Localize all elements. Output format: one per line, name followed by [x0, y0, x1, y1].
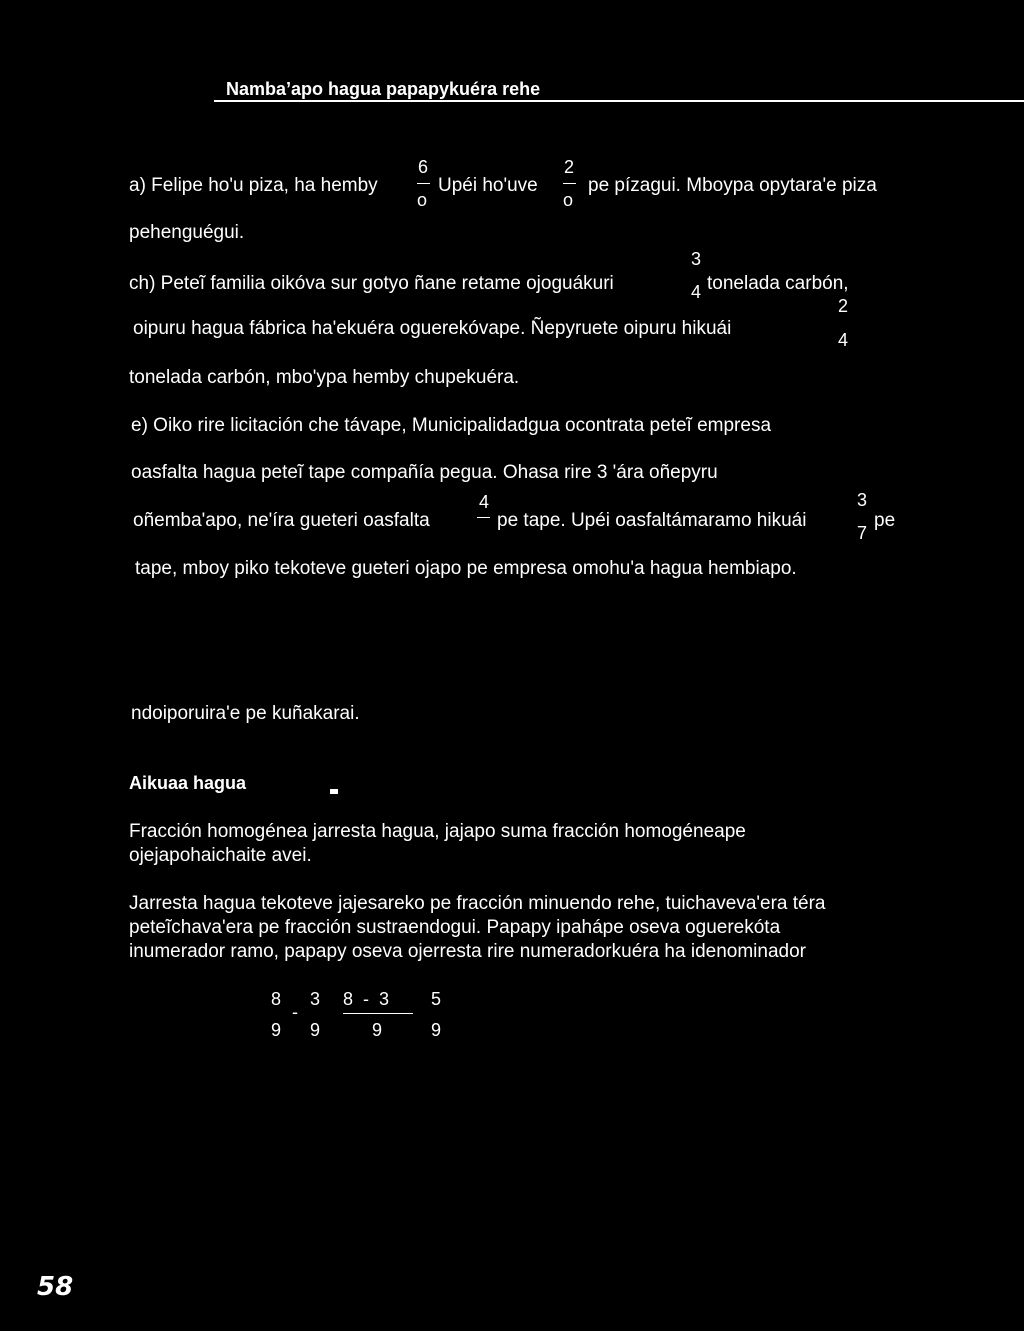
exercise-ch-frac1-den: 4 — [691, 282, 702, 302]
exercise-e-text-4: pe tape. Upéi oasfaltámaramo hikuái — [497, 510, 807, 531]
example-c-bar — [343, 1013, 413, 1014]
exercise-a-frac2-num: 2 — [564, 157, 575, 177]
example-b-num: 3 — [310, 989, 321, 1009]
exercise-ch-frac1-num: 3 — [691, 249, 702, 269]
exercise-a-text-4: pehenguégui. — [129, 222, 245, 243]
exercise-ch-text-2: tonelada carbón, — [707, 273, 849, 294]
example-minus: - — [292, 1002, 298, 1022]
aikuaa-p1-line1: Fracción homogénea jarresta hagua, jajapo suma fracción homogéneape — [129, 821, 746, 842]
header-rule — [214, 100, 1024, 102]
exercise-e-text-3: oñemba'apo, ne'íra gueteri oasfalta — [133, 510, 430, 531]
exercise-e-frac2-num: 3 — [857, 490, 868, 510]
example-r-den: 9 — [431, 1020, 442, 1040]
example-c-den: 9 — [372, 1020, 383, 1040]
exercise-e-text-6: tape, mboy piko tekoteve gueteri ojapo pe empresa omohu'a hagua hembiapo. — [135, 558, 797, 579]
exercise-e-frac1-bar — [477, 517, 490, 518]
exercise-a-text-3: pe pízagui. Mboypa opytara'e piza — [588, 175, 877, 196]
exercise-a-frac1-num: 6 — [418, 157, 429, 177]
example-a-num: 8 — [271, 989, 282, 1009]
example-b-den: 9 — [310, 1020, 321, 1040]
exercise-a-text-1: a) Felipe ho'u piza, ha hemby — [129, 175, 378, 196]
exercise-a-frac1-bar — [417, 183, 430, 184]
exercise-e-text-2: oasfalta hagua peteĩ tape compañía pegua. Ohasa rire 3 'ára oñepyru — [131, 462, 718, 483]
exercise-e-text-5: pe — [874, 510, 896, 531]
exercise-a-frac1-den: o — [417, 190, 428, 210]
exercise-ch-frac2-num: 2 — [838, 296, 849, 316]
aikuaa-p2-line3: inumerador ramo, papapy oseva ojerresta rire numeradorkuéra ha idenominador — [129, 941, 806, 962]
aikuaa-p2-line2: peteĩchava'era pe fracción sustraendogui. Papapy ipaháp​e oseva oguerekóta — [129, 917, 781, 938]
dash-mark — [330, 789, 338, 794]
closing-line: ndoiporuira'e pe kuñakarai. — [131, 703, 360, 724]
example-c-num: 8 - 3 — [343, 989, 390, 1009]
exercise-a-frac2-den: o — [563, 190, 574, 210]
exercise-ch-frac2-den: 4 — [838, 330, 849, 350]
exercise-ch-text-4: tonelada carbón, mbo'ypa hemby chupekuéra. — [129, 367, 520, 388]
exercise-ch-text-3: oipuru hagua fábrica ha'ekuéra oguerekóvape. Ñepyruete oipuru hikuái — [133, 318, 732, 339]
aikuaa-p2-line1: Jarresta hagua tekoteve jajesareko pe fracción minuendo rehe, tuichaveva'era téra — [129, 893, 826, 914]
exercise-e-text-1: e) Oiko rire licitación che távape, Municipalidadgua ocontrata peteĩ empresa — [131, 415, 772, 436]
page-number: 58 — [37, 1272, 74, 1302]
exercise-e-frac2-den: 7 — [857, 523, 868, 543]
aikuaa-p1-line2: ojejapohaichaite avei. — [129, 845, 312, 866]
aikuaa-title: Aikuaa hagua — [129, 773, 247, 793]
exercise-e-frac1-num: 4 — [479, 492, 490, 512]
exercise-a-frac2-bar — [563, 183, 576, 184]
example-a-den: 9 — [271, 1020, 282, 1040]
exercise-ch-text-1: ch) Peteĩ familia oikóva sur gotyo ñane retame ojoguákuri — [129, 273, 614, 294]
example-r-num: 5 — [431, 989, 442, 1009]
exercise-a-text-2: Upéi ho'uve — [438, 175, 538, 196]
header-title: Namba’apo hagua papapykuéra rehe — [226, 79, 541, 99]
